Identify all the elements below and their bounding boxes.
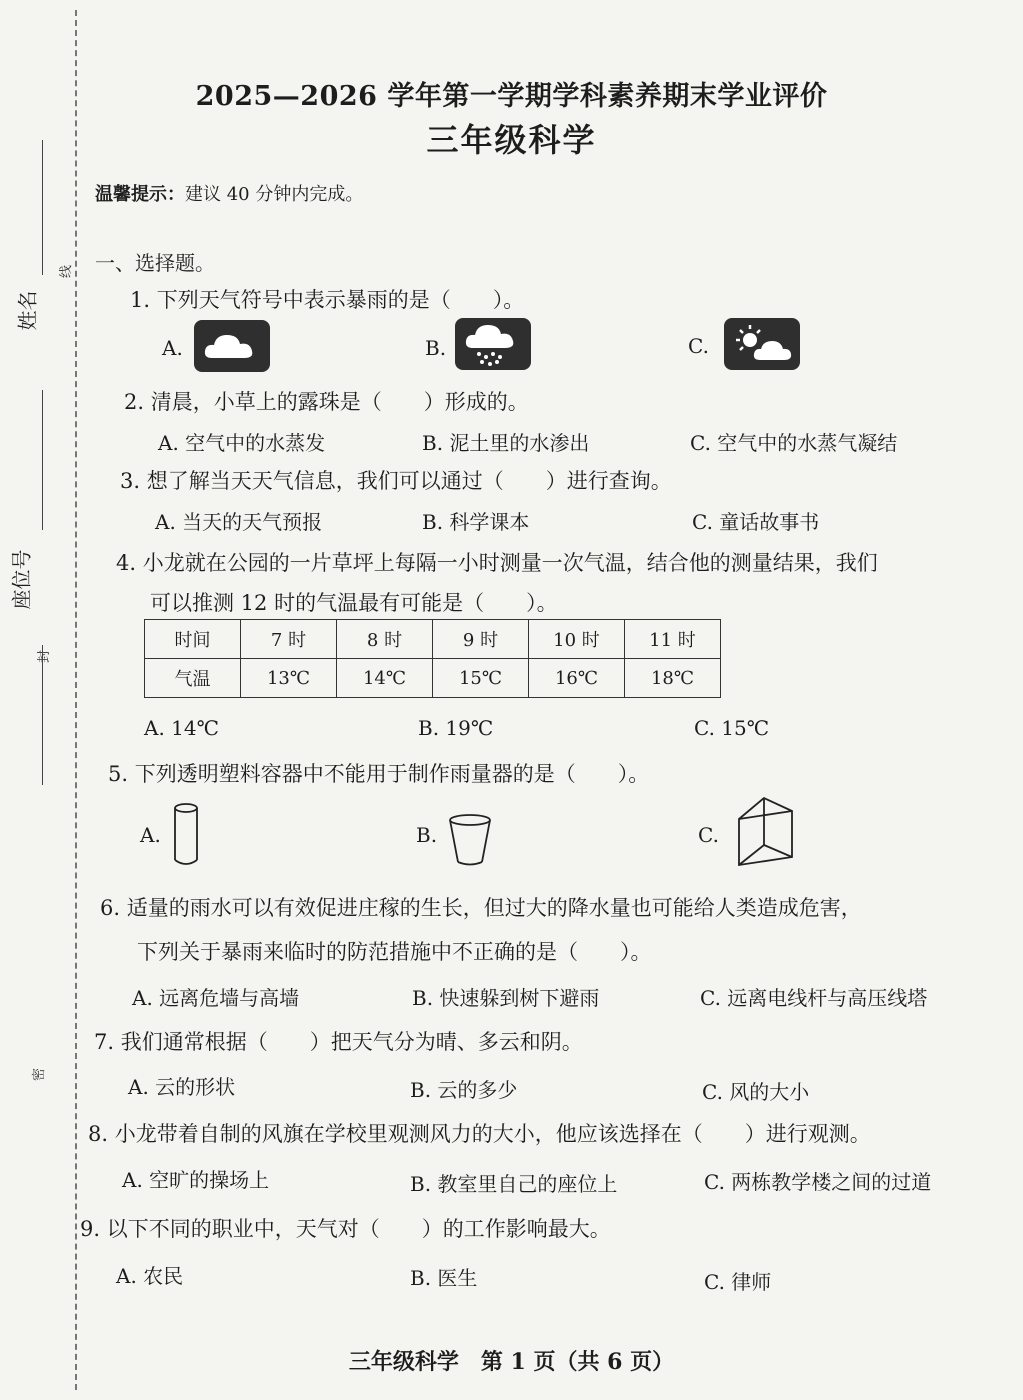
cloud-icon (194, 320, 270, 372)
question-text: 小龙就在公园的一片草坪上每隔一小时测量一次气温，结合他的测量结果，我们 (142, 551, 878, 575)
question-6 (100, 892, 862, 922)
option-7c: C. 风的大小 (702, 1080, 810, 1104)
table-cell: 18℃ (625, 659, 721, 698)
table-cell: 7 时 (241, 620, 337, 659)
table-cell: 16℃ (529, 659, 625, 698)
binding-dashed-line (75, 10, 77, 1390)
option-2c: C. 空气中的水蒸气凝结 (690, 431, 898, 455)
question-number: 5. (108, 762, 129, 786)
page-footer: 三年级科学 第 1 页（共 6 页） (348, 1349, 675, 1375)
lower-underline (42, 645, 43, 785)
table-row (145, 620, 721, 659)
tapered-cup-icon (446, 812, 494, 872)
question-number: 6. (100, 896, 121, 920)
table-cell: 15℃ (433, 659, 529, 698)
option-8c: C. 两栋教学楼之间的过道 (704, 1170, 932, 1194)
option-6a: A. 远离危墙与高墙 (132, 986, 300, 1010)
option-2b: B. 泥土里的水渗出 (422, 431, 590, 455)
tip-label: 温馨提示： (95, 184, 185, 205)
option-5c-label: C. (698, 823, 719, 847)
question-3 (120, 465, 672, 495)
option-4a: A. 14℃ (144, 716, 219, 740)
question-2 (124, 386, 529, 416)
option-1b-label: B. (425, 336, 447, 360)
option-8b: B. 教室里自己的座位上 (410, 1172, 618, 1196)
table-cell: 10 时 (529, 620, 625, 659)
option-9c: C. 律师 (704, 1270, 772, 1294)
table-cell: 11 时 (625, 620, 721, 659)
exam-title: 2025—2026 学年第一学期学科素养期末学业评价 (195, 81, 828, 112)
table-cell: 8 时 (337, 620, 433, 659)
option-7a: A. 云的形状 (128, 1075, 236, 1099)
prism-box-icon (736, 795, 796, 871)
question-text: 适量的雨水可以有效促进庄稼的生长，但过大的降水量也可能给人类造成危害， (126, 896, 862, 920)
seat-underline (42, 390, 43, 530)
option-4c: C. 15℃ (694, 716, 770, 740)
question-4 (116, 547, 878, 577)
option-6c: C. 远离电线杆与高压线塔 (700, 986, 928, 1010)
question-1 (130, 284, 524, 314)
option-3a: A. 当天的天气预报 (155, 510, 323, 534)
option-3c: C. 童话故事书 (692, 510, 820, 534)
question-8 (88, 1118, 871, 1148)
option-9b: B. 医生 (410, 1266, 478, 1290)
seat-label: 座位号 (9, 549, 34, 610)
temperature-table (144, 619, 721, 698)
question-7 (94, 1026, 583, 1056)
exam-subtitle: 三年级科学 (426, 121, 597, 159)
table-cell: 13℃ (241, 659, 337, 698)
question-number: 9. (80, 1217, 101, 1241)
question-text: 小龙带着自制的风旗在学校里观测风力的大小，他应该选择在（ ）进行观测。 (114, 1122, 871, 1146)
table-cell: 气温 (145, 659, 241, 698)
question-9 (80, 1213, 611, 1243)
option-9a: A. 农民 (116, 1264, 184, 1288)
option-1a-label: A. (162, 336, 183, 360)
question-text: 以下不同的职业中，天气对（ ）的工作影响最大。 (106, 1217, 611, 1241)
binding-mark-line: 线 (59, 264, 75, 279)
option-7b: B. 云的多少 (410, 1078, 518, 1102)
question-number: 7. (94, 1030, 115, 1054)
question-4-continued: 可以推测 12 时的气温最有可能是（ ）。 (150, 591, 558, 615)
question-text: 我们通常根据（ ）把天气分为晴、多云和阴。 (120, 1030, 583, 1054)
question-number: 3. (120, 469, 141, 493)
question-text: 下列透明塑料容器中不能用于制作雨量器的是（ ）。 (134, 762, 650, 786)
question-text: 想了解当天天气信息，我们可以通过（ ）进行查询。 (146, 469, 672, 493)
question-number: 8. (88, 1122, 109, 1146)
table-cell: 14℃ (337, 659, 433, 698)
tip-text: 建议 40 分钟内完成。 (185, 184, 364, 205)
heavy-rain-icon (455, 318, 531, 370)
table-cell: 9 时 (433, 620, 529, 659)
sun-cloud-icon (724, 318, 800, 370)
table-cell: 时间 (145, 620, 241, 659)
binding-mark-seal: 封 (37, 649, 53, 664)
option-8a: A. 空旷的操场上 (122, 1168, 270, 1192)
option-5a-label: A. (140, 823, 161, 847)
question-6-continued: 下列关于暴雨来临时的防范措施中不正确的是（ ）。 (137, 940, 652, 964)
section-title: 一、选择题。 (95, 251, 215, 275)
option-1c-label: C. (688, 334, 709, 358)
question-number: 2. (124, 390, 145, 414)
option-3b: B. 科学课本 (422, 510, 530, 534)
cylinder-container-icon (170, 802, 202, 872)
tip-line (95, 180, 363, 206)
question-text: 清晨，小草上的露珠是（ ）形成的。 (150, 390, 529, 414)
option-2a: A. 空气中的水蒸发 (158, 431, 326, 455)
question-number: 1. (130, 288, 151, 312)
name-label: 姓名 (15, 290, 40, 331)
table-row (145, 659, 721, 698)
option-4b: B. 19℃ (418, 716, 494, 740)
option-6b: B. 快速躲到树下避雨 (412, 986, 600, 1010)
binding-mark-secret: 密 (32, 1067, 48, 1082)
question-number: 4. (116, 551, 137, 575)
option-5b-label: B. (416, 823, 438, 847)
question-5 (108, 758, 649, 788)
question-text: 下列天气符号中表示暴雨的是（ ）。 (156, 288, 525, 312)
